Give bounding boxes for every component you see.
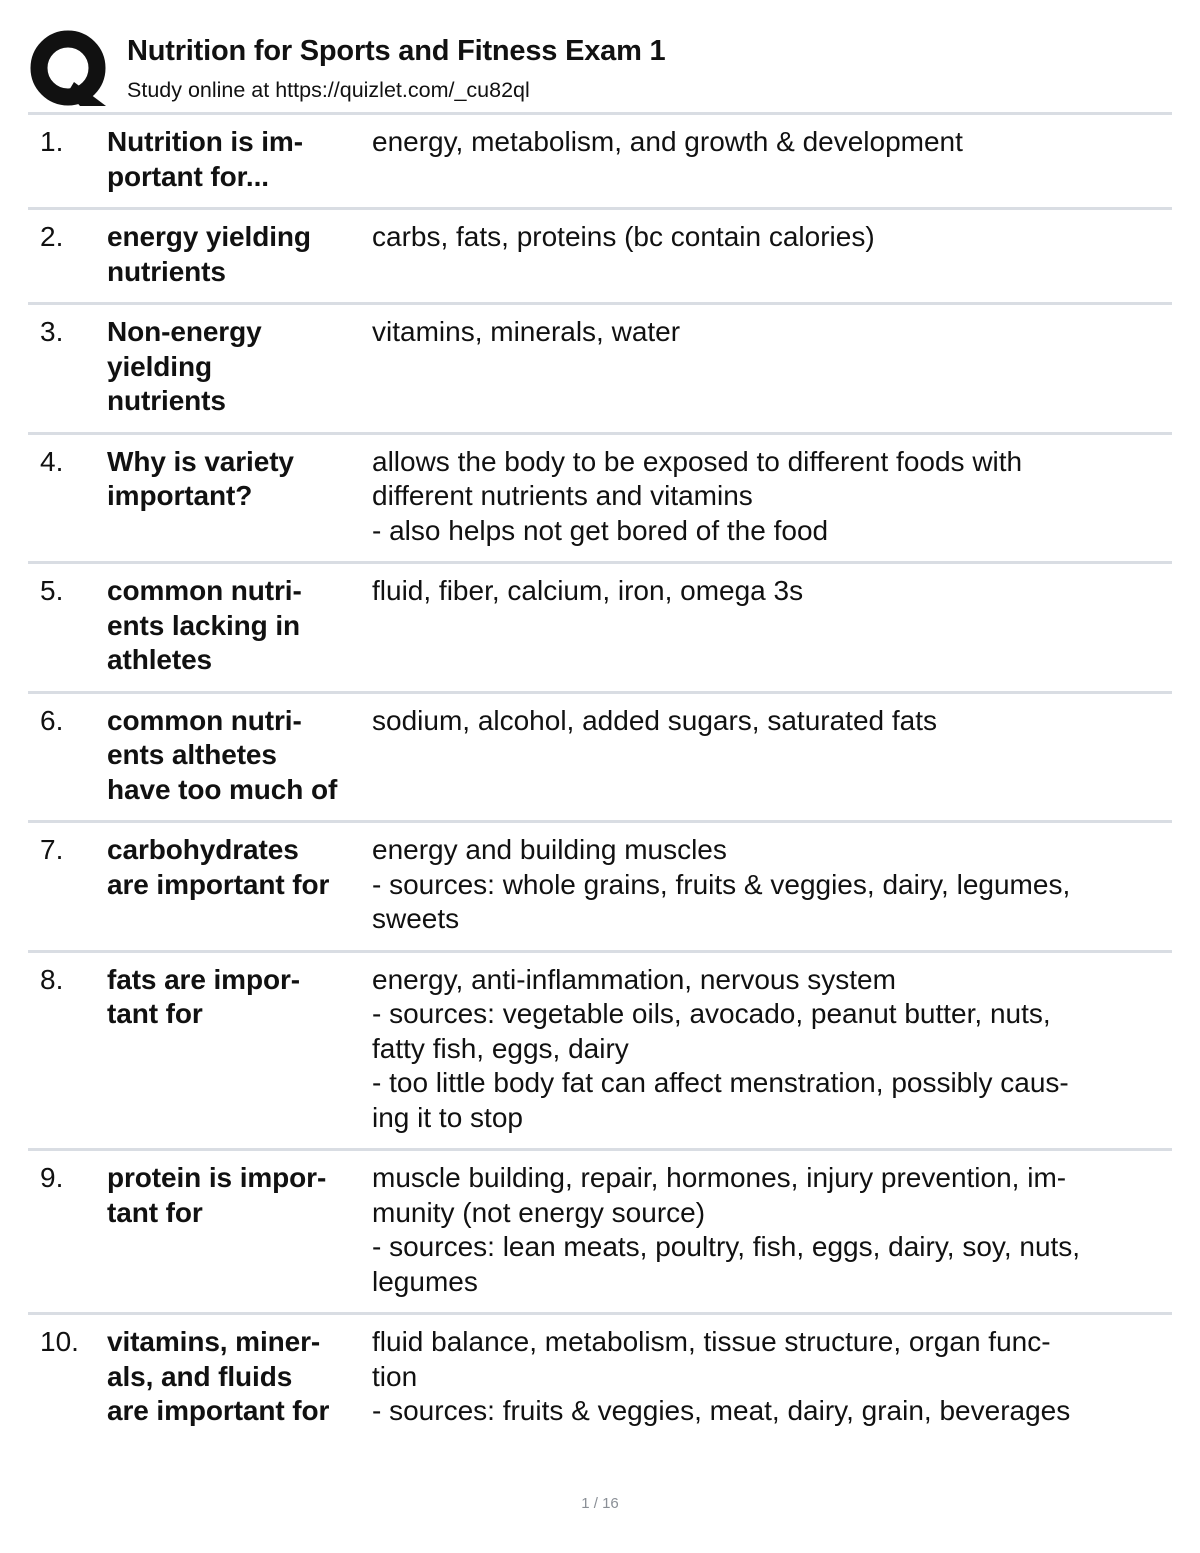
flashcard-row [28,564,1172,694]
card-term: carbohydrates are important for [107,834,330,900]
card-number: 10. [40,1326,79,1357]
card-number: 4. [40,445,64,477]
card-number: 8. [40,963,64,995]
page-header [30,28,1172,112]
card-term: vitamins, miner- als, and fluids are important for [107,1326,330,1426]
card-term: Why is variety important? [107,445,294,511]
card-term: protein is impor- tant for [107,1162,327,1228]
card-definition: allows the body to be exposed to different foods with different nutrients and vitamins - also helps not get bored of the food [372,445,1023,546]
page-title: Nutrition for Sports and Fitness Exam 1 [127,35,666,67]
flashcard-row [28,1151,1172,1315]
flashcard-row [28,435,1172,565]
card-term: fats are impor- tant for [107,963,300,1029]
card-term: Nutrition is im- portant for... [107,126,303,192]
card-definition: sodium, alcohol, added sugars, saturated fats [372,704,938,736]
flashcard-row [28,305,1172,435]
card-number: 1. [40,126,64,157]
card-number: 5. [40,575,64,606]
page-number: 1 / 16 [581,1495,619,1512]
card-number: 7. [40,834,64,865]
card-definition: fluid, fiber, calcium, iron, omega 3s [372,575,804,606]
card-term: energy yielding nutrients [107,221,311,287]
flashcard-row [28,210,1172,305]
card-number: 6. [40,704,64,736]
flashcard-row [28,1315,1172,1442]
card-term: Non-energy yielding nutrients [107,316,262,416]
flashcard-row [28,694,1172,824]
flashcard-row [28,823,1172,953]
card-term: common nutri- ents lacking in athletes [107,575,302,675]
card-definition: energy, metabolism, and growth & development [372,126,963,157]
card-definition: energy and building muscles - sources: whole grains, fruits & veggies, dairy, legumes, sweets [372,834,1071,934]
card-definition: carbs, fats, proteins (bc contain calories) [372,221,875,252]
flashcard-list [28,115,1172,1442]
card-definition: muscle building, repair, hormones, injury prevention, im- munity (not energy source) - sources: lean meats, poultry, fish, eggs, dairy, soy, nuts, legumes [372,1162,1081,1297]
card-number: 2. [40,221,64,252]
card-definition: fluid balance, metabolism, tissue structure, organ func- tion - sources: fruits & veggies, meat, dairy, grain, beverages [372,1326,1071,1426]
card-definition: vitamins, minerals, water [372,316,681,347]
quizlet-logo-icon [30,30,108,108]
card-definition: energy, anti-inflammation, nervous system - sources: vegetable oils, avocado, peanut butter, nuts, fatty fish, eggs, dairy - too little body fat can affect menstration, possibly caus- ing it to stop [372,963,1069,1133]
card-number: 3. [40,316,64,347]
study-online-link[interactable]: Study online at https://quizlet.com/_cu82ql [127,78,530,102]
card-number: 9. [40,1162,64,1193]
card-term: common nutri- ents althetes have too much of [107,704,338,805]
flashcard-row [28,115,1172,210]
flashcard-row [28,953,1172,1152]
